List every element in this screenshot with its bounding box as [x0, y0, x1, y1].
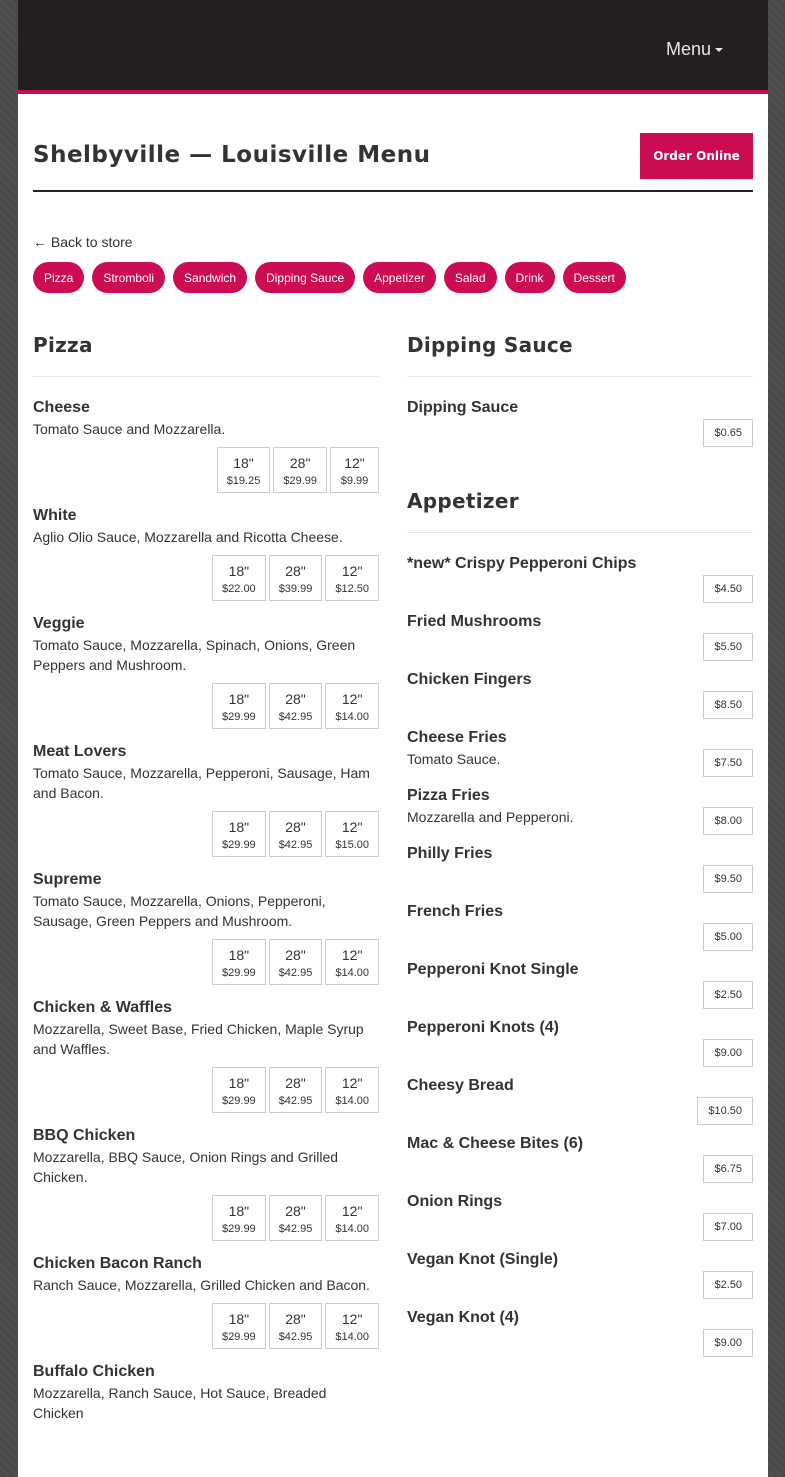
item-description: Tomato Sauce, Mozzarella, Spinach, Onions, Green Peppers and Mushroom. [33, 637, 356, 673]
menu-item [33, 505, 379, 601]
item-name: Pepperoni Knots (4) [407, 1019, 560, 1036]
price-option[interactable]: $0.65 [703, 419, 753, 447]
item-row [407, 419, 753, 447]
item-name: Buffalo Chicken [33, 1363, 155, 1380]
price-option[interactable]: $7.00 [703, 1213, 753, 1241]
size-label: 18" [228, 819, 250, 835]
item-row [407, 691, 753, 719]
menu-item [407, 397, 753, 447]
menu-item [407, 1075, 753, 1125]
price-option[interactable] [269, 555, 323, 601]
page-container [18, 0, 768, 1477]
menu-item [407, 1307, 753, 1357]
price-amount: $42.95 [278, 1331, 313, 1343]
item-description: Tomato Sauce, Mozzarella, Onions, Pepperoni, Sausage, Green Peppers and Mushroom. [33, 893, 326, 929]
price-options [33, 555, 379, 601]
item-name: Veggie [33, 615, 85, 632]
item-name: Pepperoni Knot Single [407, 961, 579, 978]
size-label: 12" [344, 455, 365, 471]
pizza-list [33, 397, 379, 1423]
right-column [407, 321, 753, 1365]
item-row [407, 1329, 753, 1357]
price-option[interactable]: $6.75 [703, 1155, 753, 1183]
price-amount: $14.00 [335, 1095, 369, 1107]
category-pill[interactable]: Stromboli [92, 262, 165, 293]
menu-dropdown-button[interactable] [666, 39, 723, 60]
price-option[interactable]: $8.00 [703, 807, 753, 835]
price-option[interactable] [330, 447, 379, 493]
price-options [33, 1067, 379, 1113]
item-name: Onion Rings [407, 1193, 503, 1210]
price-option[interactable] [269, 683, 323, 729]
item-name: White [33, 507, 77, 524]
size-label: 28" [285, 563, 306, 579]
item-name: Pizza Fries [407, 787, 490, 804]
category-pill[interactable]: Sandwich [173, 262, 247, 293]
item-name: *new* Crispy Pepperoni Chips [407, 555, 637, 572]
price-option[interactable] [325, 555, 379, 601]
price-option[interactable] [212, 811, 266, 857]
price-option[interactable] [212, 683, 266, 729]
price-amount: $29.99 [222, 1095, 256, 1107]
menu-item [33, 1253, 379, 1349]
price-amount: $14.00 [335, 1223, 369, 1235]
price-option[interactable]: $2.50 [703, 981, 753, 1009]
section-title-appetizer: Appetizer [407, 477, 753, 533]
price-amount: $42.95 [278, 711, 313, 723]
price-amount: $29.99 [222, 839, 256, 851]
price-option[interactable]: $7.50 [703, 749, 753, 777]
price-option[interactable] [269, 939, 323, 985]
item-name: Chicken Fingers [407, 671, 532, 688]
price-option[interactable] [325, 811, 379, 857]
item-name: Chicken & Waffles [33, 999, 172, 1016]
price-option[interactable] [269, 811, 323, 857]
menu-label: Menu [665, 39, 711, 59]
item-description: Mozzarella, Ranch Sauce, Hot Sauce, Breaded Chicken [33, 1385, 327, 1421]
price-amount: $14.00 [335, 967, 369, 979]
item-row [407, 1039, 753, 1067]
size-label: 12" [341, 1075, 363, 1091]
item-row [407, 865, 753, 893]
item-row [407, 1155, 753, 1183]
price-option[interactable] [269, 1303, 323, 1349]
price-options [33, 447, 379, 493]
price-options [33, 1303, 379, 1349]
size-label: 18" [228, 947, 250, 963]
size-label: 12" [341, 947, 363, 963]
price-option[interactable] [325, 939, 379, 985]
item-row [407, 981, 753, 1009]
item-name: Supreme [33, 871, 102, 888]
menu-item [33, 741, 379, 857]
price-amount: $29.99 [222, 1331, 256, 1343]
price-option[interactable]: $8.50 [703, 691, 753, 719]
main-content [18, 94, 768, 1421]
price-options [33, 811, 379, 857]
size-label: 12" [341, 1203, 363, 1219]
item-row [407, 1097, 753, 1125]
section-title-dipping-sauce: Dipping Sauce [407, 321, 753, 377]
back-to-store-link[interactable]: ← Back to store [33, 234, 133, 250]
price-option[interactable] [212, 939, 266, 985]
menu-item [407, 669, 753, 719]
item-name: BBQ Chicken [33, 1127, 136, 1144]
menu-item [407, 959, 753, 1009]
item-row [407, 749, 753, 777]
item-name: Chicken Bacon Ranch [33, 1255, 202, 1272]
menu-item [33, 1361, 379, 1423]
category-nav [33, 262, 753, 293]
category-pill[interactable]: Dipping Sauce [255, 262, 355, 293]
price-option[interactable]: $4.50 [703, 575, 753, 603]
category-pill[interactable]: Appetizer [363, 262, 436, 293]
price-amount: $29.99 [283, 475, 317, 487]
item-row [407, 923, 753, 951]
menu-item [407, 901, 753, 951]
menu-item [33, 997, 379, 1113]
size-label: 28" [285, 1203, 306, 1219]
price-option[interactable]: $9.50 [703, 865, 753, 893]
item-name: Dipping Sauce [407, 399, 519, 416]
menu-item [33, 869, 379, 985]
item-name: Philly Fries [407, 845, 493, 862]
item-row [407, 1213, 753, 1241]
size-label: 18" [228, 1203, 250, 1219]
price-amount: $15.00 [335, 839, 369, 851]
size-label: 12" [341, 691, 363, 707]
price-amount: $22.00 [222, 583, 256, 595]
price-option[interactable]: $9.00 [703, 1329, 753, 1357]
price-amount: $29.99 [222, 967, 256, 979]
item-name: Fried Mushrooms [407, 613, 542, 630]
price-amount: $9.99 [340, 475, 369, 487]
item-name: Cheese Fries [407, 729, 507, 746]
item-row [407, 807, 753, 835]
dipping-sauce-list [407, 397, 753, 447]
item-description: Ranch Sauce, Mozzarella, Grilled Chicken and Bacon. [33, 1277, 370, 1293]
section-title-pizza: Pizza [33, 321, 379, 377]
caret-down-icon [715, 48, 723, 52]
menu-item [33, 613, 379, 729]
item-description: Mozzarella and Pepperoni. [407, 809, 574, 825]
item-description: Aglio Olio Sauce, Mozzarella and Ricotta Cheese. [33, 529, 343, 545]
price-option[interactable]: $5.50 [703, 633, 753, 661]
item-name: Mac & Cheese Bites (6) [407, 1135, 584, 1152]
page-header [33, 94, 753, 192]
price-option[interactable] [325, 1303, 379, 1349]
price-option[interactable]: $9.00 [703, 1039, 753, 1067]
size-label: 28" [289, 455, 311, 471]
price-option[interactable] [273, 447, 327, 493]
price-option[interactable] [269, 1067, 323, 1113]
item-name: Vegan Knot (Single) [407, 1251, 559, 1268]
price-amount: $42.95 [278, 839, 313, 851]
price-amount: $12.50 [335, 583, 369, 595]
price-amount: $42.95 [278, 967, 313, 979]
price-options [33, 1195, 379, 1241]
size-label: 12" [341, 1311, 363, 1327]
item-description: Tomato Sauce and Mozzarella. [33, 421, 226, 437]
page-title: Shelbyville — Louisville Menu [33, 142, 431, 168]
size-label: 28" [285, 819, 306, 835]
size-label: 12" [341, 819, 363, 835]
price-option[interactable] [212, 1195, 266, 1241]
size-label: 28" [285, 947, 306, 963]
price-amount: $29.99 [222, 1223, 256, 1235]
item-description: Mozzarella, Sweet Base, Fried Chicken, Maple Syrup and Waffles. [33, 1021, 364, 1057]
menu-item [407, 727, 753, 777]
order-online-button[interactable]: Order Online [640, 133, 753, 179]
price-amount: $29.99 [222, 711, 256, 723]
category-pill[interactable]: Drink [505, 262, 555, 293]
item-name: Meat Lovers [33, 743, 127, 760]
category-pill[interactable]: Salad [444, 262, 497, 293]
price-option[interactable]: $10.50 [697, 1097, 753, 1125]
item-name: Cheesy Bread [407, 1077, 514, 1094]
menu-item [407, 1133, 753, 1183]
menu-item [407, 1017, 753, 1067]
size-label: 28" [285, 1075, 306, 1091]
menu-item [407, 1191, 753, 1241]
category-pill[interactable]: Pizza [33, 262, 84, 293]
menu-item [407, 843, 753, 893]
price-options [33, 939, 379, 985]
price-option[interactable]: $5.00 [703, 923, 753, 951]
item-description: Mozzarella, BBQ Sauce, Onion Rings and Grilled Chicken. [33, 1149, 339, 1185]
price-option[interactable] [212, 555, 266, 601]
price-amount: $42.95 [278, 1095, 313, 1107]
price-option[interactable] [325, 1067, 379, 1113]
size-label: 18" [228, 691, 250, 707]
price-option[interactable] [325, 683, 379, 729]
price-option[interactable] [269, 1195, 323, 1241]
item-row [407, 633, 753, 661]
item-description: Tomato Sauce, Mozzarella, Pepperoni, Sausage, Ham and Bacon. [33, 765, 370, 801]
item-row [407, 1271, 753, 1299]
price-option[interactable] [212, 1303, 266, 1349]
size-label: 18" [228, 563, 250, 579]
navbar [18, 0, 768, 94]
size-label: 18" [228, 1075, 250, 1091]
menu-item [407, 553, 753, 603]
price-option[interactable]: $2.50 [703, 1271, 753, 1299]
pizza-column [33, 321, 379, 1435]
item-row [407, 575, 753, 603]
appetizer-list [407, 553, 753, 1357]
price-option[interactable] [217, 447, 271, 493]
size-label: 18" [228, 1311, 250, 1327]
price-option[interactable] [325, 1195, 379, 1241]
price-amount: $42.95 [278, 1223, 313, 1235]
size-label: 28" [285, 691, 306, 707]
price-amount: $14.00 [335, 711, 369, 723]
category-pill[interactable]: Dessert [563, 262, 626, 293]
item-description: Tomato Sauce. [407, 751, 501, 767]
size-label: 12" [341, 563, 363, 579]
menu-item [407, 785, 753, 835]
menu-item [407, 1249, 753, 1299]
item-name: Vegan Knot (4) [407, 1309, 520, 1326]
menu-item [33, 1125, 379, 1241]
price-amount: $14.00 [335, 1331, 369, 1343]
menu-item [33, 397, 379, 493]
price-amount: $39.99 [278, 583, 313, 595]
price-amount: $19.25 [226, 475, 261, 487]
price-options [33, 683, 379, 729]
item-name: Cheese [33, 399, 90, 416]
size-label: 18" [233, 455, 254, 471]
menu-item [407, 611, 753, 661]
item-name: French Fries [407, 903, 504, 920]
price-option[interactable] [212, 1067, 266, 1113]
size-label: 28" [285, 1311, 306, 1327]
